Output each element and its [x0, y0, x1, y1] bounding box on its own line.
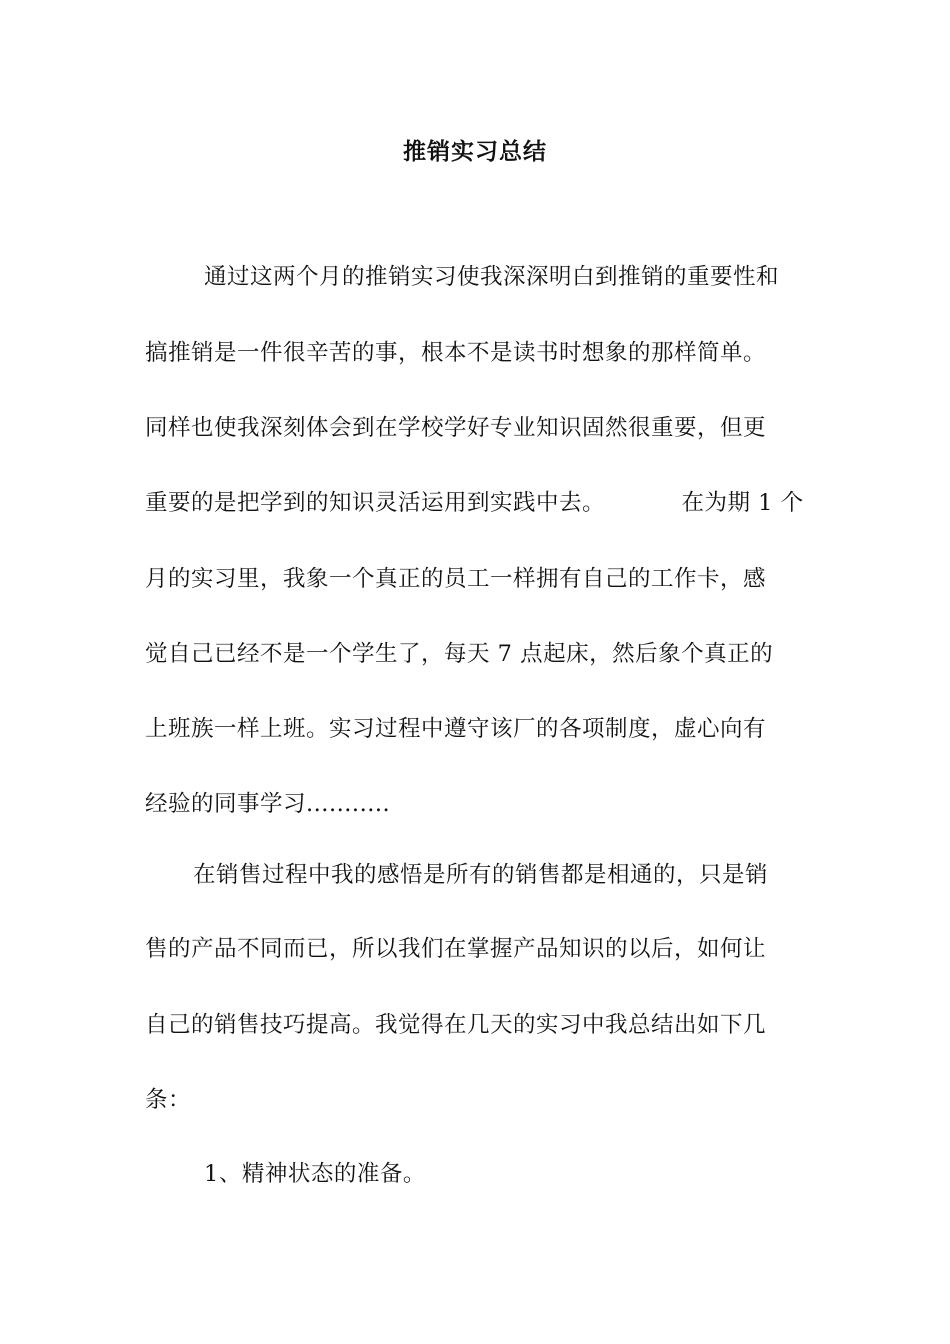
paragraph-line: 月的实习里，我象一个真正的员工一样拥有自己的工作卡，感 — [145, 566, 767, 592]
list-item: 1、精神状态的准备。 — [204, 1161, 426, 1187]
paragraph-line: 在销售过程中我的感悟是所有的销售都是相通的，只是销 — [193, 862, 769, 888]
paragraph-line: 上班族一样上班。实习过程中遵守该厂的各项制度，虚心向有 — [145, 716, 767, 742]
paragraph-line: 售的产品不同而已，所以我们在掌握产品知识的以后，如何让 — [145, 936, 767, 962]
paragraph-line: 搞推销是一件很辛苦的事，根本不是读书时想象的那样简单。 — [145, 340, 767, 366]
paragraph-line: 经验的同事学习........... — [145, 791, 391, 817]
paragraph-line: 觉自己已经不是一个学生了，每天 7 点起床，然后象个真正的 — [145, 641, 774, 667]
document-title: 推销实习总结 — [403, 138, 547, 165]
paragraph-line: 自己的销售技巧提高。我觉得在几天的实习中我总结出如下几 — [145, 1012, 767, 1038]
paragraph-line: 通过这两个月的推销实习使我深深明白到推销的重要性和 — [204, 264, 780, 290]
paragraph-line: 同样也使我深刻体会到在学校学好专业知识固然很重要，但更 — [145, 415, 767, 441]
paragraph-line: 重要的是把学到的知识灵活运用到实践中去。 在为期 1 个 — [145, 490, 804, 516]
paragraph-line: 条： — [145, 1087, 192, 1113]
